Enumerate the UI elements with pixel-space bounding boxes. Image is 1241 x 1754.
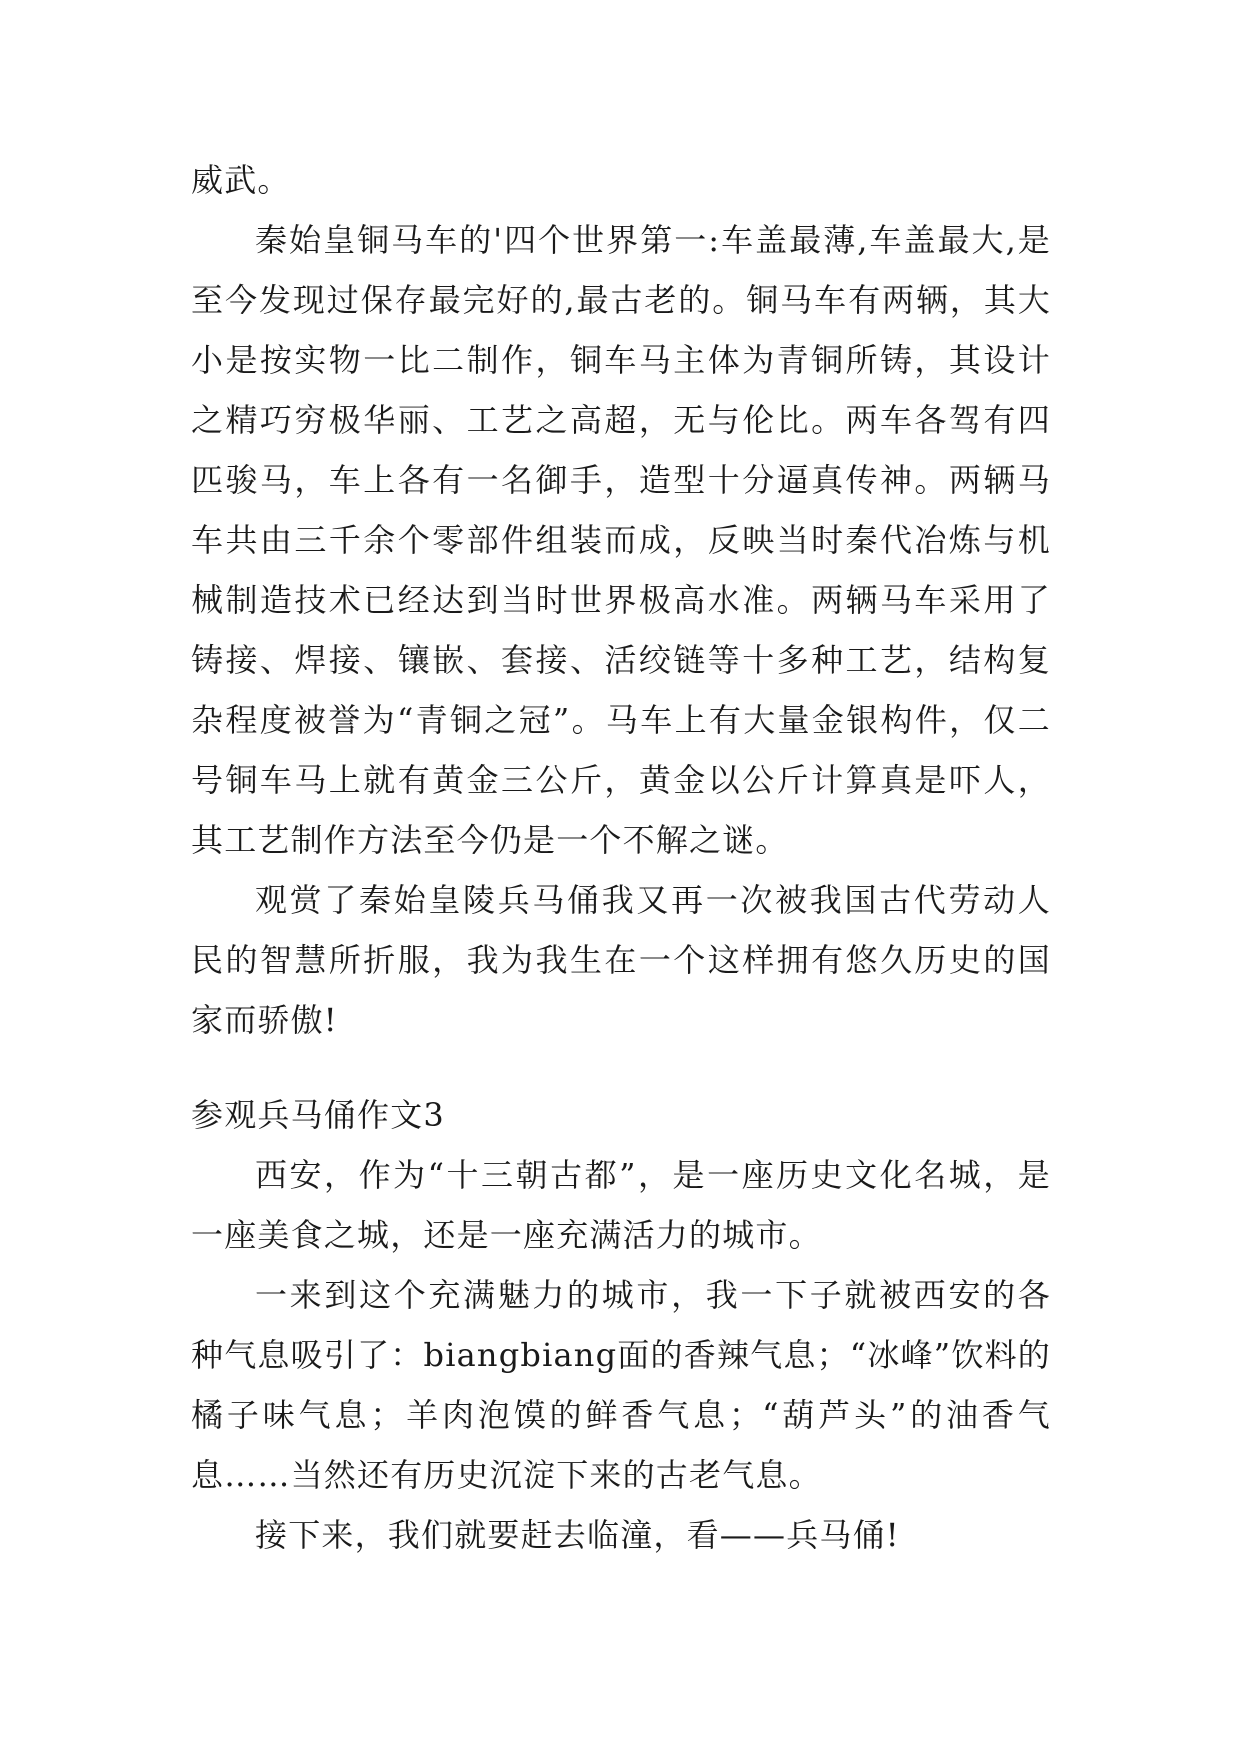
paragraph-admiration: 观赏了秦始皇陵兵马俑我又再一次被我国古代劳动人民的智慧所折服，我为我生在一个这样拥有悠久历史的国家而骄傲! bbox=[191, 881, 1051, 1039]
continuation-line: 威武。 bbox=[191, 161, 291, 199]
paragraph-xian-intro: 西安，作为“十三朝古都”，是一座历史文化名城，是一座美食之城，还是一座充满活力的城市。 bbox=[191, 1156, 1051, 1254]
essay-title: 参观兵马俑作文3 bbox=[191, 1096, 445, 1134]
paragraph-xian-flavors: 一来到这个充满魅力的城市，我一下子就被西安的各种气息吸引了：biangbiang面的香辣气息；“冰峰”饮料的橘子味气息；羊肉泡馍的鲜香气息；“葫芦头”的油香气息……当然还有历史沉淀下来的古老气息。 bbox=[191, 1276, 1051, 1494]
paragraph-next-trip: 接下来，我们就要赶去临潼，看——兵马俑! bbox=[255, 1516, 900, 1554]
section-1-body bbox=[191, 150, 1051, 1050]
section-2-body bbox=[191, 1145, 1051, 1565]
paragraph-bronze-chariot: 秦始皇铜马车的'四个世界第一:车盖最薄,车盖最大,是至今发现过保存最完好的,最古老的。铜马车有两辆，其大小是按实物一比二制作，铜车马主体为青铜所铸，其设计之精巧穷极华丽、工艺之高超，无与伦比。两车各驾有四匹骏马，车上各有一名御手，造型十分逼真传神。两辆马车共由三千余个零部件组装而成，反映当时秦代冶炼与机械制造技术已经达到当时世界极高水准。两辆马车采用了铸接、焊接、镶嵌、套接、活绞链等十多种工艺，结构复杂程度被誉为“青铜之冠”。马车上有大量金银构件，仅二号铜车马上就有黄金三公斤，黄金以公斤计算真是吓人，其工艺制作方法至今仍是一个不解之谜。 bbox=[191, 221, 1051, 859]
